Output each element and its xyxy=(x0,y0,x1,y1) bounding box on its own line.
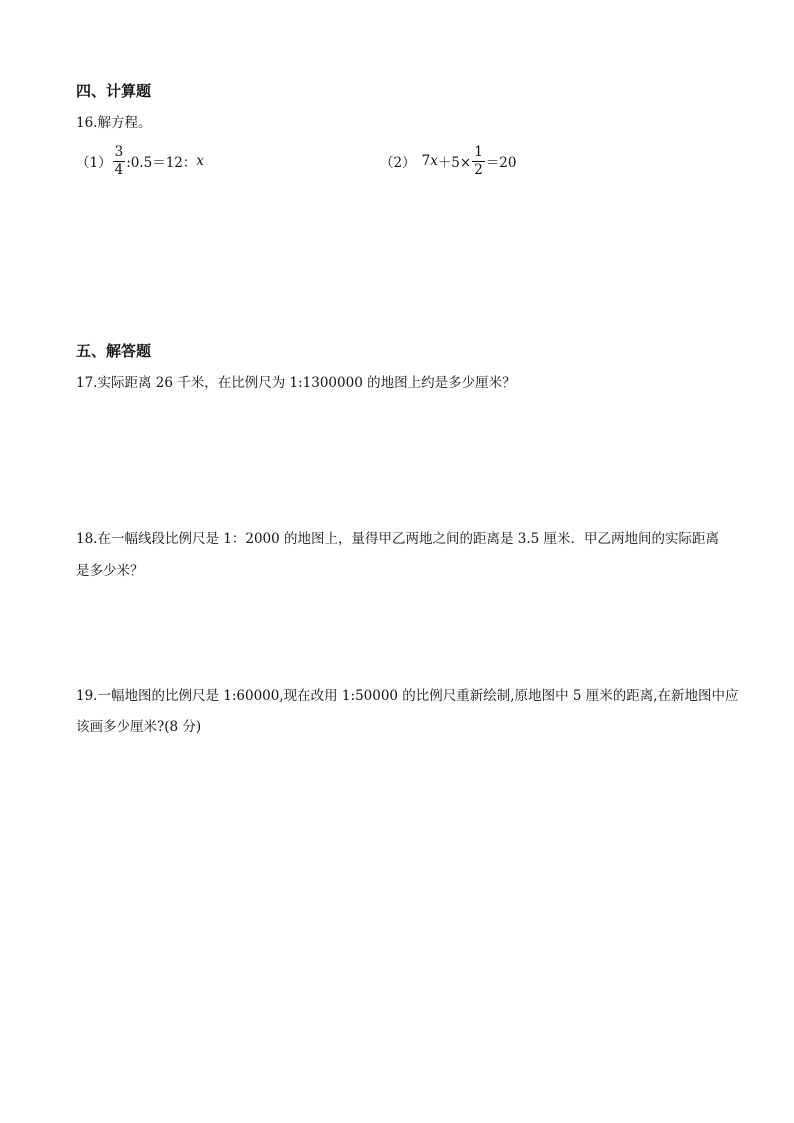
question-18-line-1: 18.在一幅线段比例尺是 1：2000 的地图上，量得甲乙两地之间的距离是 3.5 厘米．甲乙两地间的实际距离 xyxy=(76,531,720,547)
equation-2-middle: ＋5× xyxy=(437,155,472,171)
question-17: 17.实际距离 26 千米，在比例尺为 1:1300000 的地图上约是多少厘米？ xyxy=(76,375,516,391)
equation-1-variable: x xyxy=(196,153,205,169)
equation-2-label: （2） xyxy=(380,155,416,171)
equation-1 xyxy=(76,141,204,181)
equation-1-fraction-denominator: 4 xyxy=(114,161,124,178)
question-19-line-2: 该画多少厘米?(8 分) xyxy=(76,719,202,735)
equation-1-rest: :0.5＝12： xyxy=(126,155,197,171)
equation-2-variable: x xyxy=(430,153,438,169)
section-title-word-problems: 五、解答题 xyxy=(76,342,152,360)
equation-1-fraction xyxy=(113,145,126,176)
equation-2-coefficient: 7 xyxy=(421,153,431,169)
equation-2 xyxy=(380,141,517,181)
equation-2-fraction-denominator: 2 xyxy=(474,161,483,178)
equation-1-fraction-numerator: 3 xyxy=(114,144,124,161)
equation-2-fraction xyxy=(472,145,485,176)
equation-1-label: （1） xyxy=(76,155,112,171)
section-title-calculation: 四、计算题 xyxy=(76,82,152,100)
equation-2-fraction-numerator: 1 xyxy=(474,144,483,161)
question-18-line-2: 是多少米？ xyxy=(76,563,144,579)
question-16-prompt: 16.解方程。 xyxy=(76,115,152,131)
question-19-line-1: 19.一幅地图的比例尺是 1:60000,现在改用 1:50000 的比例尺重新绘制,原地图中 5 厘米的距离,在新地图中应 xyxy=(76,688,739,704)
equation-2-rest: ＝20 xyxy=(485,155,517,171)
